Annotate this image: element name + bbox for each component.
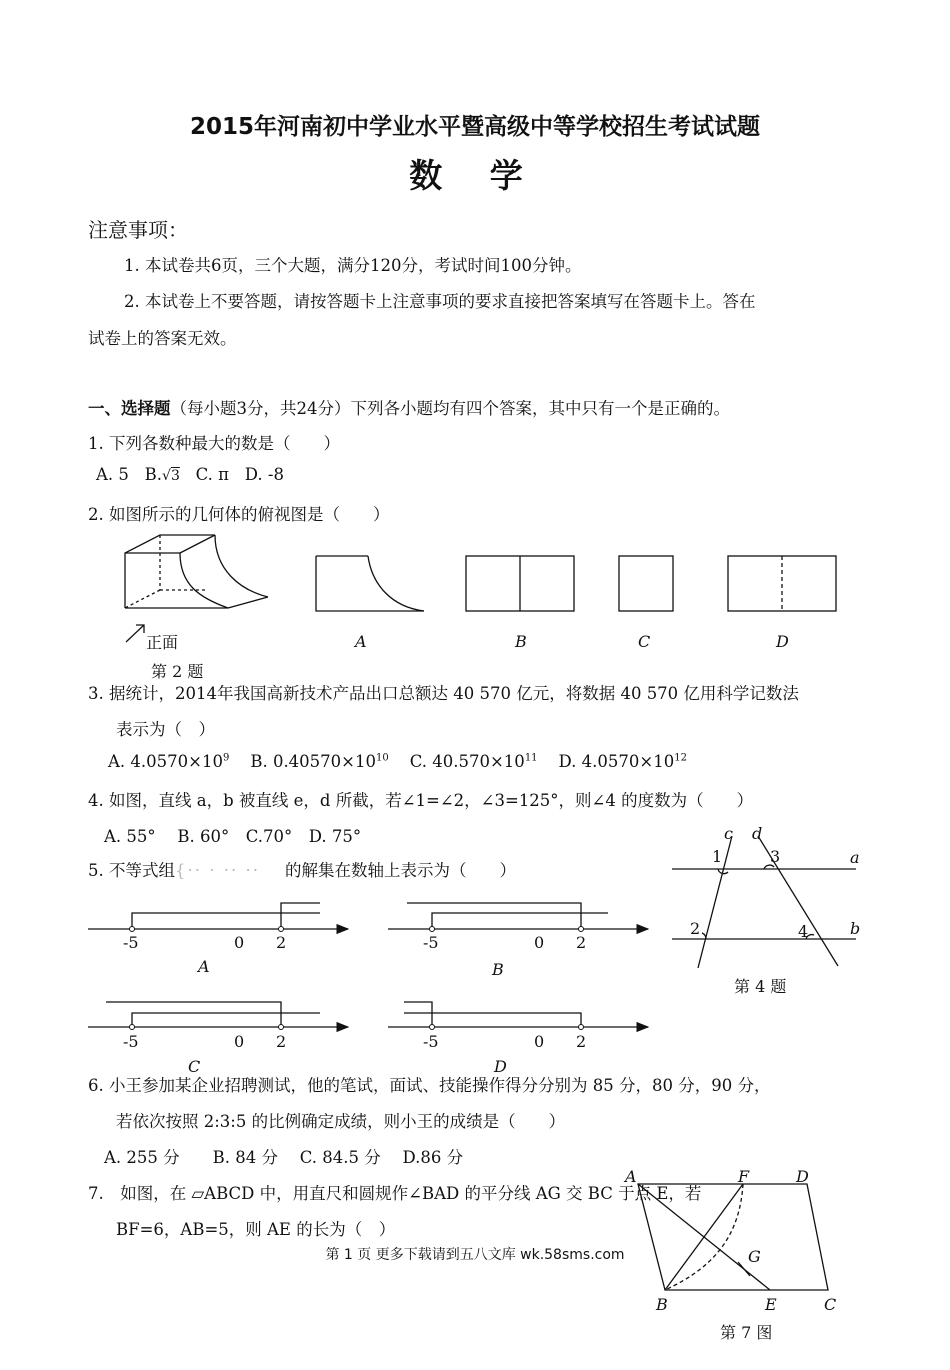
q7-label-a: A [625,1167,637,1186]
q2-option-a-figure [316,556,424,611]
q4-options: A. 55° B. 60° C.70° D. 75° [104,827,362,846]
q6-stem: 6. 小王参加某企业招聘测试，他的笔试，面试、技能操作得分分别为 85 分，80 分，90 分， [88,1076,771,1095]
q5-d-tick-3: 2 [576,1032,587,1051]
notice-item-1: 1. 本试卷共6页，三个大题，满分120分，考试时间100分钟。 [124,256,582,275]
q4-label-4: 4 [798,922,809,941]
q5-c-tick-3: 2 [276,1032,287,1051]
q5-label-b: B [492,960,504,979]
q7-label-c: C [824,1295,837,1314]
q1-option-b: B.√3 [144,465,180,484]
q4-label-d: d [752,824,763,843]
q1-options [96,465,284,484]
q5-option-d-line [388,1002,648,1027]
q7-figure [620,1167,860,1370]
q5-number-lines [80,895,780,1076]
q3-option-b: B. $0.40570\times 10^{10}$ [250,752,389,771]
q7-label-f: F [738,1167,750,1186]
q3-option-d: D. $4.0570\times 10^{12}$ [558,752,687,771]
q7-label-b: B [656,1295,668,1314]
q2-label-d: D [776,632,789,651]
q2-label-b: B [515,632,527,651]
section-1-desc: （每小题3分，共24分）下列各小题均有四个答案，其中只有一个是正确的。 [170,399,730,418]
subject-title: 数 学 [409,156,541,195]
page-footer: 第 1 页 更多下载请到五八文库 wk.58sms.com [325,1247,625,1263]
q2-option-d-figure [728,556,836,611]
q5-label-c: C [188,1057,201,1076]
q5-stem: 5. 不等式组{·· · ·· ·· 的解集在数轴上表示为（ ） [88,861,516,880]
section-1-label: 一、选择题 [88,399,171,418]
q1-option-d: D. -8 [244,465,284,484]
q5-b-tick-1: -5 [423,933,439,952]
q7-label-e: E [765,1295,777,1314]
q5-c-tick-2: 0 [234,1032,245,1051]
q4-label-3: 3 [770,847,781,866]
q7-label-g: G [748,1247,761,1266]
q2-label-a: A [355,632,367,651]
q7-caption: 第 7 图 [720,1323,773,1342]
q1-option-c: C. π [195,465,229,484]
q4-label-a: a [850,848,860,867]
q3-stem: 3. 据统计，2014年我国高新技术产品出口总额达 40 570 亿元，将数据 40 570 亿用科学记数法 [88,684,799,703]
front-arrow [126,625,144,642]
q5-a-tick-2: 0 [234,933,245,952]
q2-label-c: C [638,632,651,651]
q2-stem: 2. 如图所示的几何体的俯视图是（ ） [88,505,390,524]
q5-b-tick-2: 0 [534,933,545,952]
q4-stem: 4. 如图，直线 a，b 被直线 e，d 所截，若∠1=∠2，∠3=125°，则∠4 的度数为（ ） [88,791,754,810]
q6-stem-cont: 若依次按照 2:3:5 的比例确定成绩，则小王的成绩是（ ） [116,1112,566,1131]
q5-label-d: D [494,1057,507,1076]
q5-a-tick-1: -5 [123,933,139,952]
q4-label-1: 1 [712,847,723,866]
q3-option-a: A. $4.0570\times 10^9$ [108,752,230,771]
q5-d-tick-2: 0 [534,1032,545,1051]
q5-option-b-line [388,903,648,929]
q4-label-c: c [724,824,733,843]
exam-title: 2015年河南初中学业水平暨高级中等学校招生考试试题 [189,114,760,140]
q4-label-b: b [850,919,861,938]
notice-item-2: 2. 本试卷上不要答题，请按答题卡上注意事项的要求直接把答案填写在答题卡上。答在 [124,292,756,311]
q2-option-b-figure [466,556,574,611]
q2-solid [125,535,268,608]
q5-b-tick-3: 2 [576,933,587,952]
front-label: 正面 [146,633,179,652]
q4-caption: 第 4 题 [734,977,787,996]
q7-stem-cont: BF=6，AB=5，则 AE 的长为（ ） [116,1220,396,1239]
q6-options: A. 255 分 B. 84 分 C. 84.5 分 D.86 分 [104,1148,464,1167]
q5-d-tick-1: -5 [423,1032,439,1051]
q2-caption: 第 2 题 [151,662,204,681]
q5-c-tick-1: -5 [123,1032,139,1051]
q5-option-c-line [88,1002,348,1027]
q5-label-a: A [198,957,210,976]
q5-option-a-line [88,903,348,929]
q1-option-a: A. 5 [96,465,129,484]
q5-a-tick-3: 2 [276,933,287,952]
q3-stem-cont: 表示为（ ） [116,720,215,739]
q7-stem: 7. 如图，在 ▱ABCD 中，用直尺和圆规作∠BAD 的平分线 AG 交 BC 于点 E，若 [88,1184,702,1203]
q3-option-c: C. $40.570\times 10^{11}$ [409,752,538,771]
q3-options [108,752,687,771]
notice-item-2-cont: 试卷上的答案无效。 [88,329,237,348]
q7-label-d: D [796,1167,809,1186]
notice-heading: 注意事项： [88,218,188,242]
q4-label-2: 2 [690,919,701,938]
q1-stem: 1. 下列各数种最大的数是（ ） [88,434,340,453]
q2-figure [0,535,950,681]
section-1-heading [88,395,730,419]
q2-option-c-figure [619,556,673,611]
